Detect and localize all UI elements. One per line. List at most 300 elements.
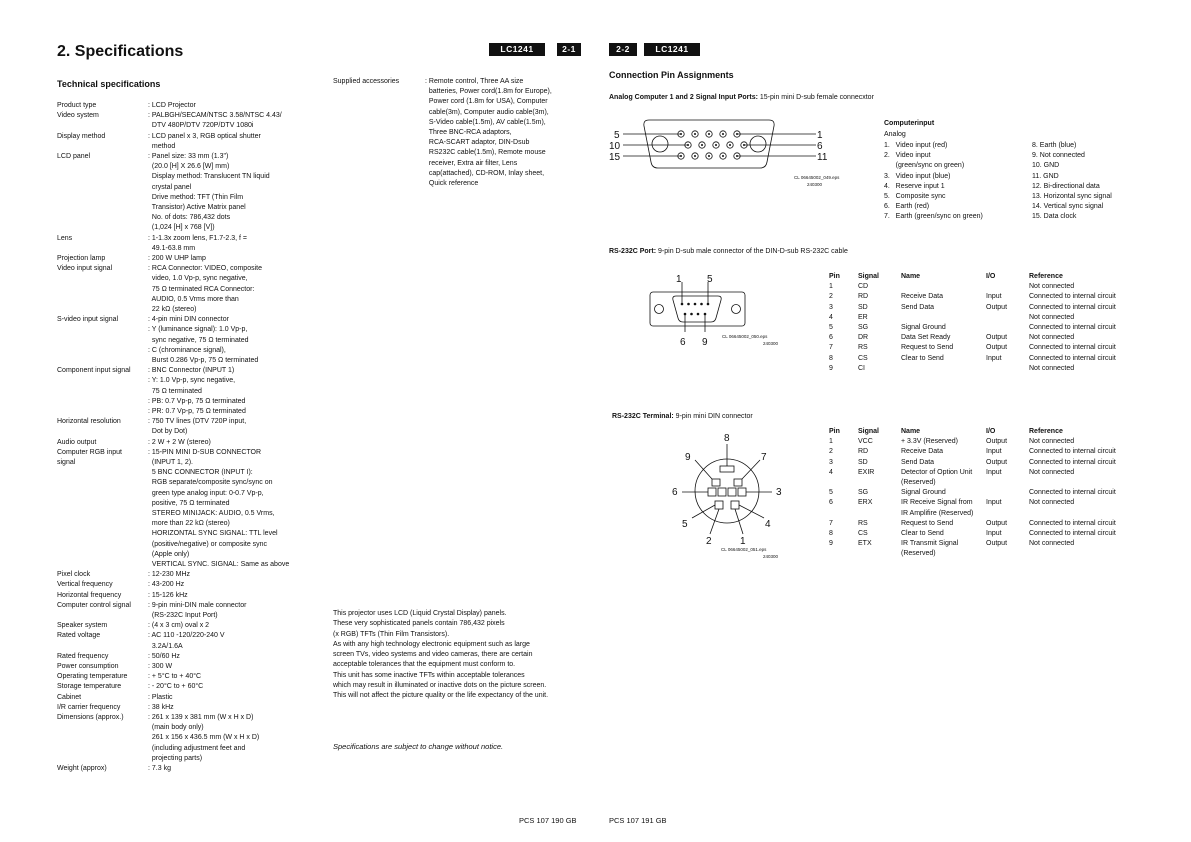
rs232-terminal-caption-text: 9-pin mini DIN connector — [673, 413, 753, 420]
computer-input-pin: 1. Video input (red) — [884, 142, 948, 149]
spec-value: : AC 110 -120/220-240 V — [148, 632, 225, 640]
spec-value: : 7.3 kg — [148, 765, 171, 772]
table-cell: ETX — [858, 540, 872, 548]
rs232-terminal-caption-bold: RS-232C Terminal: — [612, 413, 674, 420]
computer-input-pin: 9. Not connected — [1032, 152, 1085, 160]
spec-value: : Plastic — [148, 693, 173, 701]
rs232-port-table — [829, 272, 1139, 374]
table-cell: VCC — [858, 438, 873, 446]
table-row — [829, 303, 1139, 313]
table-cell: RS — [858, 344, 868, 352]
table-row — [829, 498, 1139, 508]
table-cell: (Reserved) — [901, 550, 936, 558]
table-cell: 3 — [829, 303, 833, 311]
dsub15-label-15: 15 — [609, 152, 621, 163]
table-cell — [858, 549, 901, 559]
table-row — [829, 343, 1139, 353]
dsub9-ref-date: 240300 — [763, 341, 779, 346]
spec-value: (RS-232C Input Port) — [148, 612, 218, 619]
spec-value: : LCD Projector — [148, 102, 196, 109]
table-cell: CI — [858, 364, 865, 372]
spec-value: : LCD panel x 3, RGB optical shutter — [148, 132, 261, 140]
footer-right-code: PCS 107 191 GB — [609, 816, 667, 825]
spec-value: video, 1.0 Vp-p, sync negative, — [148, 275, 248, 283]
rs232-port-caption-text: 9-pin D-sub male connector of the DIN-D-sub RS-232C cable — [656, 248, 848, 255]
spec-label: Video input signal — [57, 265, 113, 273]
dsub15-label-5: 5 — [614, 130, 620, 141]
computer-input-right — [1032, 141, 1112, 223]
table-cell: Request to Send — [901, 519, 954, 527]
analog-port-caption — [609, 93, 874, 103]
spec-value: 49.1-63.8 mm — [148, 244, 196, 252]
din-label-1: 1 — [740, 536, 746, 547]
din-label-4: 4 — [765, 519, 771, 530]
computer-input-pin: 14. Vertical sync signal — [1032, 203, 1104, 211]
din-ref-date: 240300 — [763, 554, 779, 559]
table-cell: RD — [858, 293, 869, 301]
spec-label: I/R carrier frequency — [57, 703, 121, 711]
accessories-line: Quick reference — [425, 180, 479, 188]
table-cell: Detector of Option Unit — [901, 468, 973, 476]
table-cell: Not connected — [1029, 499, 1075, 507]
table-header-cell: Reference — [1029, 273, 1063, 280]
lcd-note-line: This unit has some inactive TFTs within acceptable tolerances — [333, 671, 525, 679]
accessories-line: S-Video cable(1.5m), AV cable(1.5m), — [425, 118, 546, 126]
table-cell: Connected to internal circuit — [1029, 448, 1116, 456]
table-cell — [901, 313, 986, 323]
spec-label: Computer RGB input signal — [57, 448, 122, 466]
spec-label: Power consumption — [57, 663, 119, 670]
spec-value: (20.0 [H] X 26.6 [W] mm) — [148, 163, 230, 171]
table-cell: Signal Ground — [901, 324, 946, 332]
table-row — [829, 519, 1139, 529]
table-cell: Connected to internal circuit — [1029, 354, 1116, 362]
computer-input-pin: 4. Reserve input 1 — [884, 182, 945, 190]
table-cell: Connected to internal circuit — [1029, 489, 1116, 497]
table-cell: Request to Send — [901, 344, 954, 352]
spec-label: Vertical frequency — [57, 581, 113, 589]
spec-value: HORIZONTAL SYNC SIGNAL: TTL level — [148, 530, 278, 538]
spec-label: Horizontal frequency — [57, 591, 122, 599]
table-cell: Receive Data — [901, 448, 944, 456]
spec-value: 261 x 156 x 436.5 mm (W x H x D) — [148, 734, 260, 742]
table-cell: Clear to Send — [901, 354, 944, 362]
spec-value: positive, 75 Ω terminated — [148, 499, 230, 507]
spec-value: (Apple only) — [148, 550, 190, 558]
table-cell: 6 — [829, 334, 833, 342]
lcd-note-line: As with any high technology electronic equipment such as large — [333, 640, 530, 648]
table-row — [829, 364, 1139, 374]
spec-label: Product type — [57, 102, 97, 109]
spec-value: : Y: 1.0 Vp-p, sync negative, — [148, 377, 236, 385]
spec-value: : Y (luminance signal): 1.0 Vp-p, — [148, 326, 248, 334]
lcd-note — [333, 609, 548, 702]
table-cell: Clear to Send — [901, 530, 944, 538]
table-cell: Not connected — [1029, 468, 1075, 476]
table-cell — [829, 549, 858, 559]
table-cell — [986, 488, 1029, 498]
table-cell: Output — [986, 334, 1008, 342]
spec-value: (positive/negative) or composite sync — [148, 540, 268, 548]
din-ref: CL 06645002_051.eps — [721, 547, 767, 552]
spec-label: Rated frequency — [57, 652, 109, 660]
spec-value: method — [148, 142, 176, 150]
spec-value: : 9-pin mini-DIN male connector — [148, 601, 247, 609]
spec-value: : - 20°C to + 60°C — [148, 683, 204, 691]
table-cell: Output — [986, 344, 1008, 352]
computer-input-pin: 2. Video input — [884, 152, 931, 160]
dsub15-label-10: 10 — [609, 141, 621, 152]
dsub9-label-9: 9 — [702, 337, 708, 348]
spec-value: : RCA Connector: VIDEO, composite — [148, 265, 262, 273]
spec-value: (main body only) — [148, 724, 204, 732]
table-cell — [986, 549, 1029, 559]
table-row — [829, 354, 1139, 364]
spec-value: (1,024 [H] x 768 [V]) — [148, 224, 215, 232]
rs232-port-caption — [609, 247, 848, 257]
table-cell: Send Data — [901, 458, 935, 466]
computer-input-pin: 3. Video input (blue) — [884, 172, 951, 180]
table-cell: Not connected — [1029, 540, 1075, 548]
table-cell: Connected to internal circuit — [1029, 458, 1116, 466]
spec-value: 22 kΩ (stereo) — [148, 306, 197, 313]
spec-label: Display method — [57, 132, 106, 140]
spec-label: Weight (approx) — [57, 765, 107, 772]
table-cell: 8 — [829, 354, 833, 362]
spec-label: Rated voltage — [57, 632, 101, 640]
spec-label: Component input signal — [57, 367, 131, 375]
table-row — [829, 509, 1139, 519]
table-header-cell: Name — [901, 273, 921, 280]
spec-label: Projection lamp — [57, 255, 106, 262]
rs232-port-caption-bold: RS-232C Port: — [609, 248, 657, 255]
table-cell: EXIR — [858, 468, 875, 476]
spec-value: : 15-PIN MINI D-SUB CONNECTOR — [148, 448, 262, 456]
spec-value: VERTICAL SYNC. SIGNAL: Same as above — [148, 561, 290, 568]
spec-value: crystal panel — [148, 183, 192, 191]
table-cell: Output — [986, 458, 1008, 466]
table-cell: Signal Ground — [901, 489, 946, 497]
table-cell: Input — [986, 468, 1002, 476]
table-cell: Connected to internal circuit — [1029, 519, 1116, 527]
table-cell: 9 — [829, 540, 833, 548]
table-row — [829, 447, 1139, 457]
table-row — [829, 323, 1139, 333]
table-cell: IR Amplifire (Reserved) — [901, 509, 974, 517]
spec-value: : 1-1.3x zoom lens, F1.7-2.3, f = — [148, 234, 248, 242]
dsub15-label-11: 11 — [817, 152, 828, 163]
spec-value: : BNC Connector (INPUT 1) — [148, 367, 235, 375]
spec-value: : C (chrominance signal), — [148, 346, 226, 354]
spec-label: Lens — [57, 234, 73, 242]
spec-value: : 50/60 Hz — [148, 652, 180, 660]
table-cell: Send Data — [901, 303, 935, 311]
table-cell: + 3.3V (Reserved) — [901, 438, 958, 446]
table-cell: 1 — [829, 283, 833, 291]
table-header-cell: Signal — [858, 273, 880, 280]
accessories-label: Supplied accessories — [333, 78, 400, 85]
din-label-2: 2 — [706, 536, 712, 547]
table-row — [829, 458, 1139, 468]
spec-value: : 15-126 kHz — [148, 591, 188, 599]
table-cell: Data Set Ready — [901, 334, 951, 342]
spec-label: Horizontal resolution — [57, 418, 121, 426]
table-cell: 5 — [829, 489, 833, 497]
computer-input-pin: (green/sync on green) — [884, 162, 965, 170]
rs232-terminal-table — [829, 427, 1139, 560]
table-cell: 9 — [829, 364, 833, 372]
table-cell: 7 — [829, 519, 833, 527]
page-title: 2. Specifications — [57, 43, 184, 60]
table-cell: Not connected — [1029, 283, 1075, 291]
table-row — [829, 468, 1139, 478]
computer-input-pin: 7. Earth (green/sync on green) — [884, 213, 983, 221]
lcd-note-line: which may result in illuminated or inactive dots on the picture screen. — [333, 682, 547, 690]
page-tag-right: 2-2 — [609, 43, 637, 56]
table-cell: Output — [986, 303, 1008, 311]
computer-input-pin: 12. Bi-directional data — [1032, 182, 1100, 190]
dsub15-ref: CL 06645002_049.eps — [794, 175, 840, 180]
table-cell: SD — [858, 458, 868, 466]
analog-port-caption-text: 15-pin mini D-sub female connecxtor — [757, 94, 874, 101]
spec-label: S-video input signal — [57, 316, 119, 324]
table-row — [829, 292, 1139, 302]
spec-value: : 12-230 MHz — [148, 571, 191, 579]
table-cell — [858, 478, 901, 488]
lcd-note-line: acceptable tolerances that the equipment must conform to. — [333, 661, 516, 669]
table-cell — [986, 364, 1029, 374]
dsub9-label-1: 1 — [676, 274, 682, 285]
table-row — [829, 437, 1139, 447]
table-cell: 4 — [829, 313, 833, 321]
table-cell: RS — [858, 519, 868, 527]
table-cell — [986, 282, 1029, 292]
table-cell — [986, 323, 1029, 333]
spec-label: Computer control signal — [57, 601, 131, 609]
table-cell: CS — [858, 354, 868, 362]
page-tag-left: 2-1 — [557, 43, 581, 56]
din-label-8: 8 — [724, 433, 730, 444]
table-row — [829, 539, 1139, 549]
model-tag-left: LC1241 — [489, 43, 545, 56]
table-cell: CS — [858, 530, 868, 538]
dsub15-ref-date: 240300 — [807, 182, 823, 187]
lcd-note-line: These very sophisticated panels contain 786,432 pixels — [333, 620, 505, 628]
spec-value: : 261 x 139 x 381 mm (W x H x D) — [148, 714, 254, 721]
lcd-note-line: This will not affect the picture quality or the life expectancy of the unit. — [333, 692, 549, 700]
table-row — [829, 333, 1139, 343]
table-cell: Connected to internal circuit — [1029, 303, 1116, 311]
table-cell — [858, 509, 901, 519]
table-header-cell: Signal — [858, 428, 880, 435]
spec-value: : PB: 0.7 Vp-p, 75 Ω terminated — [148, 397, 246, 405]
spec-value: : 43-200 Hz — [148, 581, 185, 589]
spec-value: 5 BNC CONNECTOR (INPUT I): — [148, 469, 253, 477]
computer-input-pin: 15. Data clock — [1032, 213, 1077, 221]
change-notice: Specifications are subject to change without notice. — [333, 742, 504, 751]
computer-input-pin: 13. Horizontal sync signal — [1032, 193, 1112, 201]
spec-value: projecting parts) — [148, 754, 203, 762]
spec-value: 75 Ω terminated — [148, 387, 202, 395]
accessories-line: cap(attached), CD-ROM, Inlay sheet, — [425, 169, 545, 177]
spec-value: STEREO MINIJACK: AUDIO, 0.5 Vrms, — [148, 510, 275, 517]
accessories-line: Power cord (1.8m for USA), Computer — [425, 98, 548, 106]
spec-value: RGB separate/composite sync/sync on — [148, 479, 273, 487]
table-row — [829, 488, 1139, 498]
spec-label: Cabinet — [57, 693, 82, 701]
din-label-9: 9 — [685, 452, 691, 463]
spec-label: Pixel clock — [57, 571, 91, 579]
spec-value: : 750 TV lines (DTV 720P input, — [148, 418, 247, 426]
spec-value: : (4 x 3 cm) oval x 2 — [148, 622, 210, 630]
table-cell: Connected to internal circuit — [1029, 293, 1116, 301]
table-row — [829, 549, 1139, 559]
table-cell: 2 — [829, 448, 833, 456]
spec-value: DTV 480P/DTV 720P/DTV 1080i — [148, 122, 254, 130]
spec-value: Dot by Dot) — [148, 428, 188, 436]
table-cell — [901, 364, 986, 374]
table-cell: CD — [858, 283, 869, 291]
spec-value: : 4-pin mini DIN connector — [148, 316, 229, 324]
spec-label: LCD panel — [57, 153, 91, 160]
table-cell: Output — [986, 438, 1008, 446]
table-cell: RD — [858, 448, 869, 456]
computer-input-subtitle: Analog — [884, 131, 906, 138]
din-label-6: 6 — [672, 487, 678, 498]
lcd-note-line: screen TVs, video systems and video cameras, there are certain — [333, 651, 533, 659]
accessories-line: cable(3m), Computer audio cable(3m), — [425, 108, 549, 116]
table-cell: IR Receive Signal from — [901, 499, 973, 507]
mini-din-diagram — [668, 430, 788, 562]
accessories-value — [425, 77, 552, 189]
table-cell — [829, 509, 858, 519]
din-label-5: 5 — [682, 519, 688, 530]
accessories-line: : Remote control, Three AA size — [425, 78, 524, 85]
table-cell: SD — [858, 303, 868, 311]
dsub9-diagram — [650, 270, 790, 350]
spec-label: Video system — [57, 112, 99, 120]
lcd-note-line: This projector uses LCD (Liquid Crystal Display) panels. — [333, 610, 507, 617]
connections-heading: Connection Pin Assignments — [609, 70, 734, 80]
table-cell: Input — [986, 499, 1002, 507]
table-cell: DR — [858, 334, 869, 342]
computer-input-pin: 10. GND — [1032, 162, 1060, 170]
table-cell: Connected to internal circuit — [1029, 324, 1116, 332]
table-cell: SG — [858, 324, 869, 332]
table-cell: 7 — [829, 344, 833, 352]
table-cell — [1029, 478, 1139, 488]
table-cell: Receive Data — [901, 293, 944, 301]
spec-label: Dimensions (approx.) — [57, 714, 124, 721]
lcd-note-line: (x RGB) TFTs (Thin Film Transistors). — [333, 630, 450, 638]
din-label-7: 7 — [761, 452, 767, 463]
table-header-cell: I/O — [986, 428, 996, 435]
computer-input-pin: 11. GND — [1032, 172, 1059, 180]
table-cell: IR Transmit Signal — [901, 540, 959, 548]
table-cell: ERX — [858, 499, 873, 507]
table-row — [829, 282, 1139, 292]
spec-value: : + 5°C to + 40°C — [148, 673, 202, 681]
table-row — [829, 313, 1139, 323]
table-cell — [829, 478, 858, 488]
spec-value: (INPUT 1, 2). — [148, 459, 193, 466]
spec-value: Burst 0.286 Vp-p, 75 Ω terminated — [148, 357, 259, 364]
spec-value: : 200 W UHP lamp — [148, 255, 206, 262]
table-header-cell: Pin — [829, 428, 840, 435]
table-cell: SG — [858, 489, 869, 497]
accessories-line: receiver, Extra air filter, Lens — [425, 159, 518, 167]
spec-label: Speaker system — [57, 622, 108, 630]
table-cell: Input — [986, 530, 1002, 538]
table-cell: 3 — [829, 458, 833, 466]
accessories-line: Three BNC-RCA adaptors, — [425, 129, 512, 137]
table-cell — [901, 282, 986, 292]
table-cell: Not connected — [1029, 334, 1075, 342]
table-cell — [986, 478, 1029, 488]
spec-value: : 38 kHz — [148, 703, 174, 711]
model-tag-right: LC1241 — [644, 43, 700, 56]
spec-value: sync negative, 75 Ω terminated — [148, 336, 249, 344]
din-label-3: 3 — [776, 487, 782, 498]
spec-label: Storage temperature — [57, 683, 122, 691]
spec-value: : 2 W + 2 W (stereo) — [148, 438, 211, 446]
dsub15-label-6: 6 — [817, 141, 823, 152]
spec-value: : PR: 0.7 Vp-p, 75 Ω terminated — [148, 408, 246, 415]
spec-label: Audio output — [57, 438, 97, 446]
dsub15-diagram — [609, 112, 840, 192]
computer-input-pin: 8. Earth (blue) — [1032, 142, 1077, 149]
computer-input-left — [884, 141, 983, 223]
accessories-line: batteries, Power cord(1.8m for Europe), — [425, 88, 552, 96]
analog-port-caption-bold: Analog Computer 1 and 2 Signal Input Ports: — [609, 94, 758, 101]
computer-input-pin: 6. Earth (red) — [884, 203, 930, 211]
table-cell: Input — [986, 448, 1002, 456]
table-cell: (Reserved) — [901, 479, 936, 487]
spec-value: more than 22 kΩ (stereo) — [148, 520, 230, 528]
spec-value: No. of dots: 786,432 dots — [148, 214, 231, 222]
spec-label: Operating temperature — [57, 673, 128, 681]
spec-value: 3.2A/1.6A — [148, 642, 183, 650]
spec-value: green type analog input: 0-0.7 Vp-p, — [148, 489, 264, 497]
table-cell: Output — [986, 519, 1008, 527]
tech-specs-heading: Technical specifications — [57, 79, 161, 89]
table-cell: 5 — [829, 324, 833, 332]
table-cell: Connected to internal circuit — [1029, 344, 1116, 352]
table-header-cell: I/O — [986, 273, 996, 280]
table-row — [829, 529, 1139, 539]
dsub9-label-6: 6 — [680, 337, 686, 348]
spec-value: AUDIO, 0.5 Vrms more than — [148, 295, 239, 303]
computer-input-title: Computerinput — [884, 120, 935, 127]
table-header-cell: Pin — [829, 273, 840, 280]
table-cell — [986, 509, 1029, 519]
table-header-row — [829, 427, 1139, 437]
table-cell: Not connected — [1029, 313, 1075, 321]
table-cell: 1 — [829, 438, 833, 446]
spec-value: 75 Ω terminated RCA Connector: — [148, 285, 255, 293]
spec-value: Transistor) Active Matrix panel — [148, 204, 246, 211]
table-cell: 8 — [829, 530, 833, 538]
table-cell: ER — [858, 313, 868, 321]
spec-value: : PALBGH/SECAM/NTSC 3.58/NTSC 4.43/ — [148, 112, 282, 120]
dsub9-ref: CL 06645002_050.eps — [722, 334, 768, 339]
table-cell — [1029, 549, 1139, 559]
table-cell: Input — [986, 354, 1002, 362]
spec-value: Drive method: TFT (Thin Film — [148, 193, 244, 201]
table-cell: 4 — [829, 468, 833, 476]
spec-value: : Panel size: 33 mm (1.3") — [148, 153, 229, 160]
table-header-cell: Name — [901, 428, 921, 435]
